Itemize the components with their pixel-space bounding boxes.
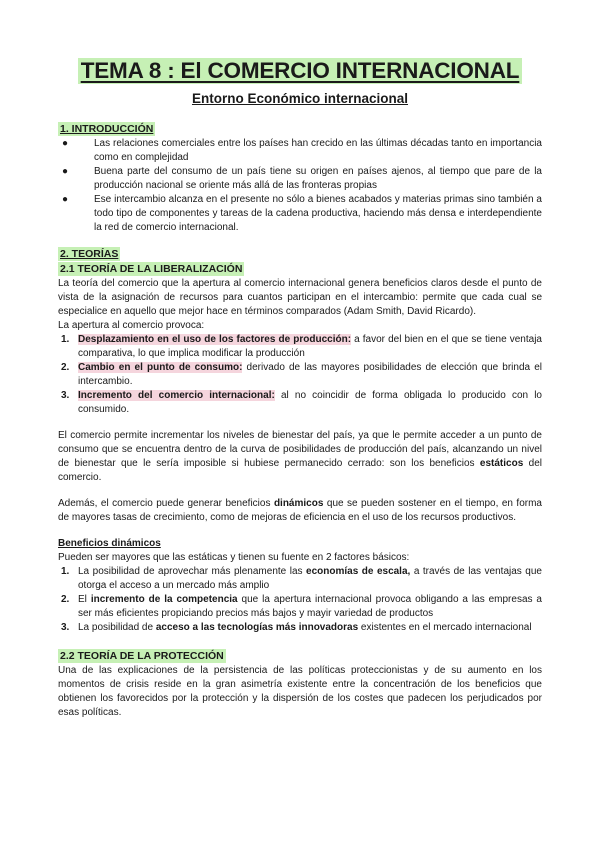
- list-item: [58, 193, 542, 235]
- beneficios-list: [58, 565, 542, 635]
- text-run: que la apertura internacional provoca obligando a las empresas a ser más eficientes propiciando precios más bajos y mayir variedad de productos: [78, 594, 542, 619]
- item-text: a favor del bien en el que se tiene ventaja comparativa, lo que implica modificar la producción: [78, 334, 542, 359]
- text-run: del comercio.: [58, 458, 542, 483]
- list-item: [58, 361, 542, 389]
- list-item: [58, 137, 542, 165]
- title-wrap: [58, 0, 542, 84]
- list-item: [58, 565, 542, 593]
- bold-term: incremento de la competencia: [90, 594, 238, 605]
- text-run: La posibilidad de aprovechar más plenamente las: [78, 566, 307, 577]
- item-text: al no coincidir de forma obligada lo producido con lo consumido.: [78, 390, 542, 415]
- text-run: que se pueden sostener en el tiempo, en forma de mayores tasas de crecimiento, como de mejoras de eficiencia en el uso de los recursos productivos.: [58, 498, 542, 523]
- bold-term: economías de escala,: [306, 566, 411, 577]
- paragraph-liberalizacion-1: La teoría del comercio que la apertura al comercio internacional genera beneficios claros desde el punto de vista de la asignación de recursos para cuantos participan en el intercambio: permite que cada cual se especialice en aquello que mejor hace en términos comparados (Adam Smith, David Ricardo).: [58, 278, 542, 317]
- subtitle-wrap: [58, 90, 542, 108]
- text-run: Además, el comercio puede generar beneficios: [58, 498, 274, 509]
- item-number: 3.: [61, 390, 70, 401]
- bold-term: estáticos: [479, 458, 524, 469]
- paragraph-proteccion: Una de las explicaciones de la persistencia de las políticas proteccionistas y de su aumento en los momentos de crisis reside en la gran asimetría existente entre la concentración de los beneficios que obtienen los favorecidos por la protección y la dispersión de los costes que padecen los perjudicados por esas políticas.: [58, 665, 542, 718]
- heading-introduccion: 1. INTRODUCCIÓN: [60, 123, 154, 135]
- text-run: a través de las ventajas que otorga el acceso a un mercado más amplio: [78, 566, 542, 591]
- text-run: existentes en el mercado internacional: [358, 622, 532, 633]
- list-item: [58, 333, 542, 361]
- section-teorias: [58, 247, 542, 720]
- list-item: [58, 389, 542, 417]
- highlight-term: Desplazamiento en el uso de los factores de producción:: [78, 334, 352, 345]
- text-run: El: [78, 594, 91, 605]
- item-number: 3.: [61, 622, 70, 633]
- bold-term: acceso a las tecnologías más innovadoras: [155, 622, 359, 633]
- heading-liberalizacion: 2.1 TEORÍA DE LA LIBERALIZACIÓN: [60, 263, 243, 275]
- item-number: 2.: [61, 594, 70, 605]
- bullet-icon: ●: [62, 166, 69, 177]
- document-subtitle: Entorno Económico internacional: [191, 91, 409, 106]
- paragraph-beneficios-estaticos: [58, 429, 542, 485]
- document-title: TEMA 8 : El COMERCIO INTERNACIONAL: [78, 58, 523, 84]
- item-number: 1.: [61, 566, 70, 577]
- paragraph-beneficios-dinamicos: [58, 497, 542, 525]
- bullet-icon: ●: [62, 138, 69, 149]
- bullet-text: Ese intercambio alcanza en el presente no sólo a bienes acabados y materias primas sino también a todo tipo de componentes y tareas de la cadena productiva, haciendo más densa e interdependiente la red de comercio internacional.: [94, 194, 542, 233]
- bullet-text: Buena parte del consumo de un país tiene su origen en países ajenos, al tiempo que pare de la producción nacional se oriente más allá de las fronteras propias: [94, 166, 542, 191]
- text-run: El comercio permite incrementar los niveles de bienestar del país, ya que le permite acceder a un punto de consumo que se encuentra dentro de la curva de posibilidades de producción del país, alcanzando un nivel de bienestar que le sería imposible si hubiese permanecido cerrado: son los beneficios: [58, 430, 542, 469]
- list-item: [58, 621, 542, 635]
- paragraph-beneficios-intro: Pueden ser mayores que las estáticas y tienen su fuente en 2 factores básicos:: [58, 552, 410, 563]
- item-number: 1.: [61, 334, 70, 345]
- item-number: 2.: [61, 362, 70, 373]
- bold-term: dinámicos: [273, 498, 324, 509]
- list-item: [58, 593, 542, 621]
- highlight-term: Cambio en el punto de consumo:: [78, 362, 243, 373]
- paragraph-apertura-provoca: La apertura al comercio provoca:: [58, 320, 205, 331]
- item-text: derivado de las mayores posibilidades de elección que brinda el intercambio.: [78, 362, 542, 387]
- list-item: [58, 165, 542, 193]
- text-run: La posibilidad de: [78, 622, 156, 633]
- intro-bullet-list: [58, 137, 542, 235]
- heading-proteccion: 2.2 TEORÍA DE LA PROTECCIÓN: [60, 650, 224, 662]
- section-introduccion: [58, 122, 542, 235]
- apertura-effects-list: [58, 333, 542, 417]
- highlight-term: Incremento del comercio internacional:: [78, 390, 275, 401]
- bullet-icon: ●: [62, 194, 69, 205]
- heading-teorias: 2. TEORÍAS: [60, 248, 119, 260]
- heading-beneficios-dinamicos: Beneficios dinámicos: [58, 538, 161, 549]
- bullet-text: Las relaciones comerciales entre los países han crecido en las últimas décadas tanto en importancia como en complejidad: [94, 138, 542, 163]
